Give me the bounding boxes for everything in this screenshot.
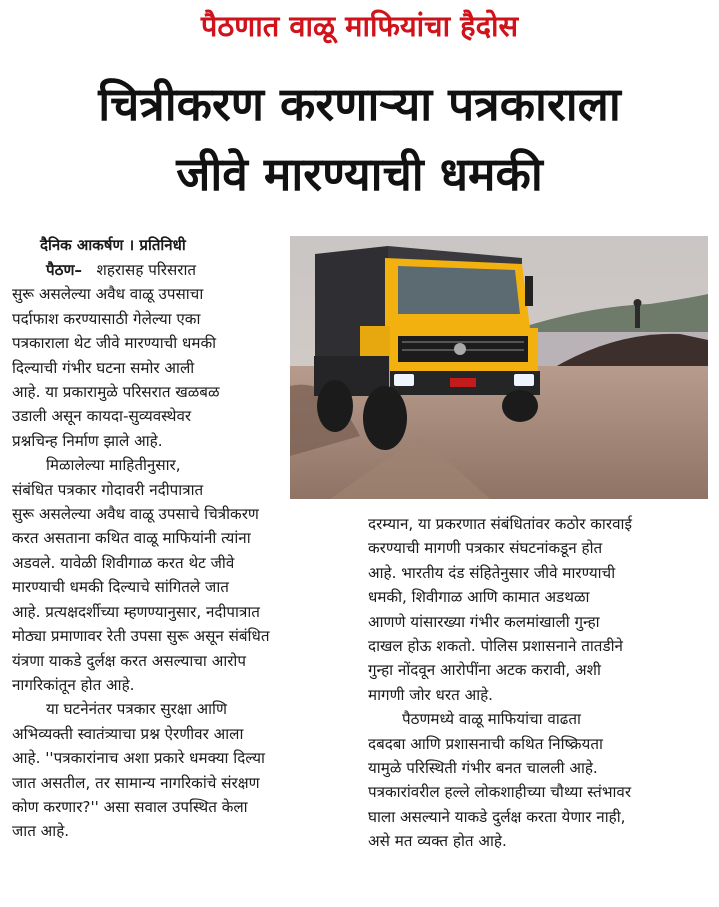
body-line: मोठ्या प्रमाणावर रेती उपसा सुरू असून संबंधित xyxy=(12,627,270,646)
body-line: दरम्यान, या प्रकरणात संबंधितांवर कठोर कारवाई xyxy=(368,515,632,533)
body-line: यामुळे परिस्थिती गंभीर बनत चालली आहे. xyxy=(368,759,598,778)
body-line: करत असताना कथित वाळू माफियांनी त्यांना xyxy=(12,529,251,548)
body-line: जात असतील, तर सामान्य नागरिकांचे संरक्षण xyxy=(12,773,260,792)
body-line: आहे. प्रत्यक्षदर्शीच्या म्हणण्यानुसार, नदीपात्रात xyxy=(12,602,260,621)
body-line: नागरिकांतून होत आहे. xyxy=(12,675,135,694)
body-line: यंत्रणा याकडे दुर्लक्ष करत असल्याचा आरोप xyxy=(12,651,246,670)
kicker-title: पैठणात वाळू माफियांचा हैदोस xyxy=(200,9,519,43)
body-line: आहे. ''पत्रकारांनाच अशा प्रकारे धमक्या दिल्या xyxy=(12,749,265,768)
body-line: अडवले. यावेळी शिवीगाळ करत थेट जीवे xyxy=(12,553,235,572)
body-line: मागणी जोर धरत आहे. xyxy=(368,685,494,704)
body-line: दिल्याची गंभीर घटना समोर आली xyxy=(12,358,195,377)
body-line: या घटनेनंतर पत्रकार सुरक्षा आणि xyxy=(46,700,227,719)
body-line: पैठणमध्ये वाळू माफियांचा वाढता xyxy=(402,710,581,729)
body-line: शहरासह परिसरात xyxy=(96,261,197,279)
body-line: प्रश्नचिन्ह निर्माण झाले आहे. xyxy=(12,431,163,450)
body-line: दबदबा आणि प्रशासनाची कथित निष्क्रियता xyxy=(368,734,603,753)
body-line: करण्याची मागणी पत्रकार संघटनांकडून होत xyxy=(368,539,603,558)
body-line: कोण करणार?'' असा सवाल उपस्थित केला xyxy=(12,797,248,816)
headline-line-1: चित्रीकरण करणाऱ्या पत्रकाराला xyxy=(98,77,621,131)
byline: दैनिक आकर्षण । प्रतिनिधी xyxy=(40,236,186,254)
body-line: घाला असल्याने याकडे दुर्लक्ष करता येणार नाही, xyxy=(368,807,626,826)
body-line: पत्रकाराला थेट जीवे मारण्याची धमकी xyxy=(12,334,217,353)
body-line: पत्रकारांवरील हल्ले लोकशाहीच्या चौथ्या स्तंभावर xyxy=(368,783,632,802)
body-line: सुरू असलेल्या अवैध वाळू उपसाचे चित्रीकरण xyxy=(12,505,259,524)
headline-line-2: जीवे मारण्याची धमकी xyxy=(176,147,543,201)
body-line: आणणे यांसारख्या गंभीर कलमांखाली गुन्हा xyxy=(368,612,600,631)
body-line: धमकी, शिवीगाळ आणि कामात अडथळा xyxy=(368,588,590,607)
body-line: सुरू असलेल्या अवैध वाळू उपसाचा xyxy=(12,285,204,304)
body-line: गुन्हा नोंदवून आरोपींना अटक करावी, अशी xyxy=(368,661,601,680)
body-line: जात आहे. xyxy=(12,822,70,841)
article-column-1 xyxy=(12,258,357,844)
body-line: पर्दाफाश करण्यासाठी गेलेल्या एका xyxy=(12,309,201,328)
body-line: उडाली असून कायदा-सुव्यवस्थेवर xyxy=(12,407,192,426)
body-line: मिळालेल्या माहितीनुसार, xyxy=(46,456,181,475)
body-line: आहे. भारतीय दंड संहितेनुसार जीवे मारण्याची xyxy=(368,563,616,582)
body-line: अभिव्यक्ती स्वातंत्र्याचा प्रश्न ऐरणीवर आला xyxy=(12,724,244,743)
dateline: पैठण– xyxy=(46,261,83,279)
body-line: असे मत व्यक्त होत आहे. xyxy=(368,832,507,851)
body-line: आहे. या प्रकारामुळे परिसरात खळबळ xyxy=(12,383,220,402)
body-line: दाखल होऊ शकतो. पोलिस प्रशासनाने तातडीने xyxy=(368,637,623,656)
body-line: संबंधित पत्रकार गोदावरी नदीपात्रात xyxy=(12,480,204,499)
body-line: मारण्याची धमकी दिल्याचे सांगितले जात xyxy=(12,578,229,597)
lead-line xyxy=(12,258,357,282)
article-column-2 xyxy=(368,512,713,854)
